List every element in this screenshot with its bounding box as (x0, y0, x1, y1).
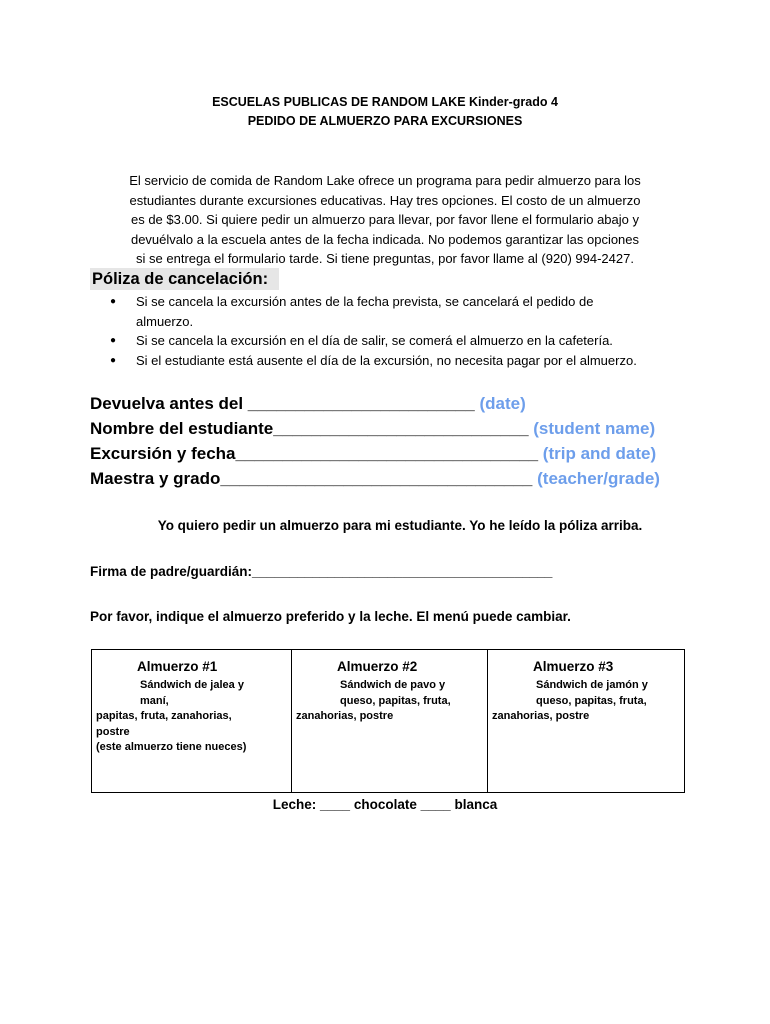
lunch-option-2-title: Almuerzo #2 (337, 659, 418, 674)
intro-line: si se entrega el formulario tarde. Si tiene preguntas, por favor llame al (920) 994-2427. (136, 251, 634, 266)
trip-date-label: Excursión y fecha________________________________ (90, 444, 539, 463)
lunch-option-3-title: Almuerzo #3 (533, 659, 614, 674)
teacher-grade-hint: (teacher/grade) (537, 469, 660, 488)
milk-white-blank[interactable]: ____ (420, 797, 451, 812)
intro-line: estudiantes durante excursiones educativas. Hay tres opciones. El costo de un almuerzo (129, 192, 641, 208)
teacher-grade-field[interactable] (90, 467, 690, 491)
intro-paragraph (100, 171, 670, 269)
order-statement: Yo quiero pedir un almuerzo para mi estudiante. Yo he leído la póliza arriba. (157, 518, 643, 533)
teacher-grade-label: Maestra y grado_________________________________ (90, 469, 533, 488)
policy-item: ● Si se cancela la excursión antes de la fecha prevista, se cancelará el pedido de almuerzo. (110, 292, 690, 331)
policy-item: ● Si el estudiante está ausente el día de la excursión, no necesita pagar por el almuerzo. (110, 351, 690, 371)
return-by-field[interactable] (90, 392, 690, 416)
trip-date-hint: (trip and date) (542, 444, 657, 463)
student-name-field[interactable] (90, 417, 690, 441)
lunch-option-1[interactable] (92, 650, 292, 793)
lunch-option-3-description: Sándwich de jamón y queso, papitas, fruta, zanahorias, postre (492, 679, 648, 722)
milk-chocolate-label: chocolate (353, 797, 417, 812)
lunch-options-table (91, 649, 685, 793)
lunch-option-2[interactable] (292, 650, 488, 793)
return-by-label: Devuelva antes del ________________________ (90, 394, 475, 413)
cancellation-policy-list (110, 292, 690, 370)
table-row (92, 650, 685, 793)
parent-signature-field[interactable]: Firma de padre/guardián:________________________________________ (90, 564, 553, 579)
milk-label: Leche: (272, 797, 317, 812)
trip-date-field[interactable] (90, 442, 690, 466)
lunch-option-1-description: Sándwich de jalea y maní, papitas, fruta, zanahorias, postre (este almuerzo tiene nueces) (96, 679, 247, 753)
cancellation-policy-heading: Póliza de cancelación: (90, 268, 279, 290)
intro-line: devuélvalo a la escuela antes de la fecha indicada. No podemos garantizar las opciones (130, 231, 640, 247)
intro-line: El servicio de comida de Random Lake ofrece un programa para pedir almuerzo para los (129, 173, 641, 188)
milk-white-label: blanca (454, 797, 498, 812)
student-name-label: Nombre del estudiante___________________________ (90, 419, 529, 438)
lunch-option-1-title: Almuerzo #1 (137, 659, 218, 674)
document-subtitle: PEDIDO DE ALMUERZO PARA EXCURSIONES (247, 114, 523, 128)
milk-selection (0, 795, 770, 815)
lunch-preference-instructions: Por favor, indique el almuerzo preferido y la leche. El menú puede cambiar. (90, 609, 571, 624)
policy-item: ● Si se cancela la excursión en el día de salir, se comerá el almuerzo en la cafetería. (110, 331, 690, 351)
lunch-option-2-description: Sándwich de pavo y queso, papitas, fruta, zanahorias, postre (296, 679, 451, 722)
intro-line: es de $3.00. Si quiere pedir un almuerzo para llevar, por favor llene el formulario abajo y (130, 212, 639, 227)
document-title: ESCUELAS PUBLICAS DE RANDOM LAKE Kinder-grado 4 (212, 95, 558, 109)
milk-chocolate-blank[interactable]: ____ (320, 797, 351, 812)
return-by-hint: (date) (479, 394, 526, 413)
student-name-hint: (student name) (533, 419, 656, 438)
lunch-option-3[interactable] (488, 650, 685, 793)
